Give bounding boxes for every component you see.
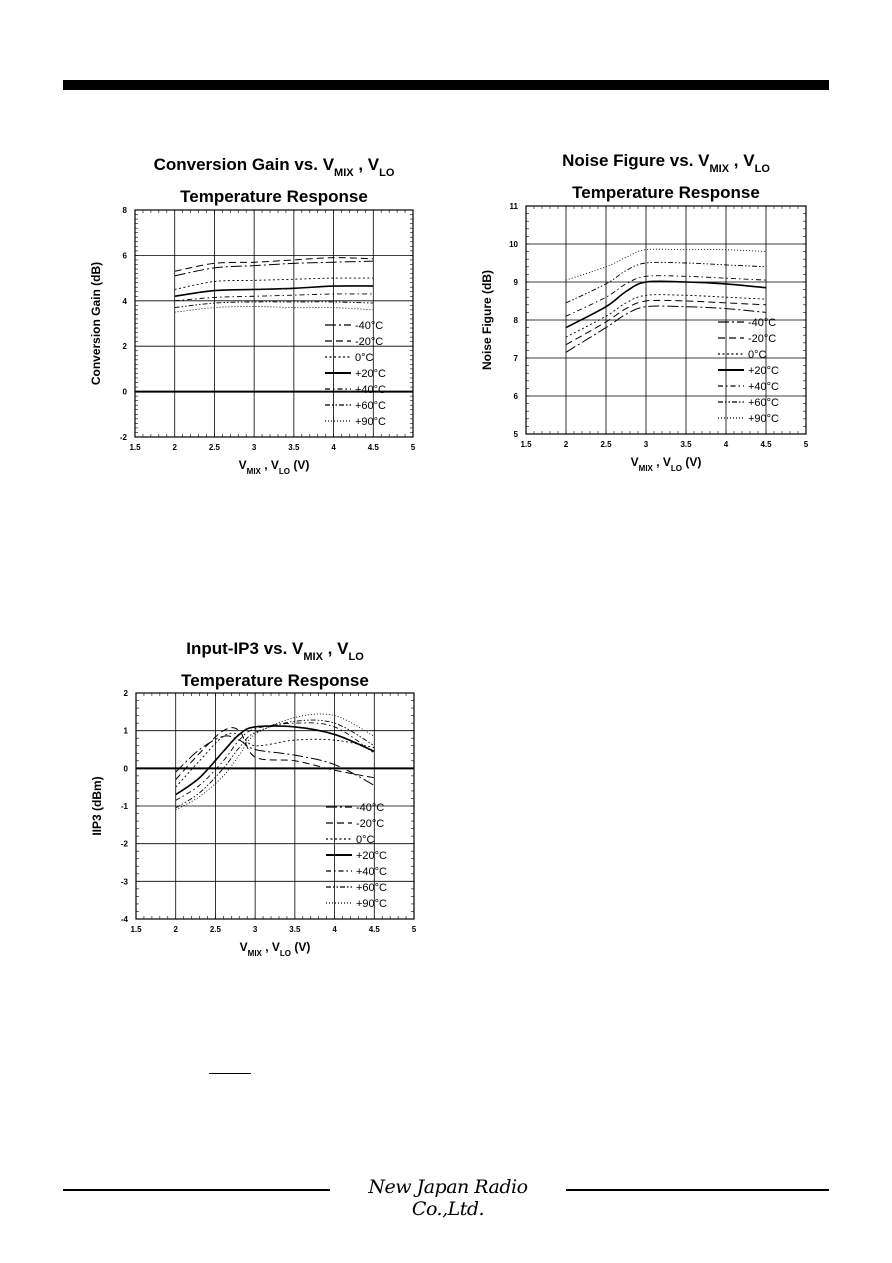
input-ip3-chart [60, 624, 460, 964]
x-axis-label: $V_{MIX}$ , $V_{LO}$ (V) [239, 940, 311, 958]
x-tick-label: 1.5 [130, 925, 142, 934]
x-tick-label: 4.5 [367, 443, 379, 452]
legend-label-6: +90°C [356, 898, 388, 910]
legend-label-2: 0°C [748, 349, 767, 361]
chart-title-mid: , V [353, 155, 380, 174]
chart-title-sub: MIX [334, 167, 354, 179]
x-tick-label: 1.5 [129, 443, 141, 452]
series-line-2 [175, 278, 374, 289]
series-line-3 [566, 281, 766, 327]
x-tick-label: 4 [332, 925, 337, 934]
series-line-5 [176, 720, 375, 808]
y-tick-label: 11 [509, 202, 518, 211]
y-axis-label: IIP3 (dBm) [90, 776, 104, 836]
x-tick-label: 5 [411, 925, 417, 934]
chart-title-mid: , V [729, 151, 755, 170]
y-tick-label: -4 [120, 915, 128, 924]
legend-label-2: 0°C [355, 352, 374, 364]
chart-title-sub: MIX [303, 651, 323, 663]
series-line-6 [175, 306, 374, 312]
chart-title-main: Conversion Gain vs. V [153, 155, 335, 174]
legend-label-4: +40°C [355, 384, 387, 396]
x-tick-label: 3.5 [288, 443, 300, 452]
x-tick-label: 2.5 [209, 925, 221, 934]
legend-label-2: 0°C [356, 834, 375, 846]
legend-label-4: +40°C [748, 381, 780, 393]
legend-label-0: -40°C [748, 317, 777, 329]
series-line-0 [175, 261, 374, 276]
series-line-2 [566, 295, 766, 337]
header-rule [63, 80, 829, 90]
chart-svg [455, 136, 855, 476]
y-tick-label: -2 [120, 839, 128, 849]
y-tick-label: 9 [513, 278, 518, 287]
chart-title-sub: LO [754, 163, 770, 175]
y-tick-label: 6 [513, 392, 518, 401]
series-line-4 [175, 294, 374, 301]
y-tick-label: 4 [122, 296, 127, 306]
x-axis-label: $V_{MIX}$ , $V_{LO}$ (V) [630, 455, 702, 473]
y-tick-label: 0 [122, 387, 127, 397]
legend-label-6: +90°C [748, 413, 780, 425]
chart-svg [60, 140, 460, 476]
y-tick-label: 8 [122, 206, 127, 215]
y-tick-label: 8 [513, 316, 518, 325]
legend-label-0: -40°C [355, 320, 384, 332]
series-line-5 [566, 262, 766, 303]
chart-title-main: Input-IP3 vs. V [186, 639, 304, 658]
series-line-6 [566, 249, 766, 280]
y-tick-label: 1 [123, 726, 128, 736]
legend-label-1: -20°C [748, 333, 777, 345]
x-tick-label: 4.5 [368, 925, 380, 934]
y-tick-label: -3 [120, 877, 128, 887]
chart-title [186, 639, 364, 663]
legend-label-1: -20°C [356, 818, 385, 830]
chart-title-sub: MIX [709, 163, 730, 175]
y-tick-label: -2 [119, 433, 127, 442]
x-tick-label: 2.5 [600, 440, 612, 449]
legend-label-6: +90°C [355, 416, 387, 428]
legend-label-3: +20°C [748, 365, 780, 377]
legend-label-4: +40°C [356, 866, 388, 878]
chart-subtitle: Temperature Response [181, 671, 369, 690]
y-tick-label: 7 [513, 354, 518, 363]
series-line-3 [175, 286, 374, 296]
footer-rule-right [566, 1189, 829, 1191]
conversion-gain-chart [60, 140, 460, 476]
x-tick-label: 4 [723, 440, 729, 449]
legend-label-5: +60°C [748, 397, 780, 409]
x-tick-label: 1.5 [520, 440, 532, 449]
x-tick-label: 2 [172, 443, 177, 452]
x-tick-label: 3.5 [680, 440, 692, 449]
company-logo: New Japan Radio Co.,Ltd. [368, 1176, 528, 1220]
x-tick-label: 3.5 [289, 925, 301, 934]
x-tick-label: 4 [331, 443, 336, 452]
chart-title-sub: LO [379, 167, 395, 179]
y-tick-label: -1 [120, 802, 128, 811]
x-tick-label: 2.5 [208, 443, 220, 452]
y-tick-label: 10 [509, 240, 518, 249]
legend-label-1: -20°C [355, 336, 384, 348]
noise-figure-chart [455, 136, 855, 476]
chart-title-main: Noise Figure vs. V [562, 151, 710, 170]
chart-title [562, 151, 770, 175]
series-line-6 [176, 714, 375, 810]
series-line-4 [176, 723, 375, 800]
y-tick-label: 6 [122, 251, 127, 261]
y-axis-label: Noise Figure (dB) [480, 269, 494, 371]
chart-title-mid: , V [322, 639, 349, 658]
legend-label-0: -40°C [356, 802, 385, 814]
x-tick-label: 4.5 [760, 440, 772, 449]
x-axis-label: $V_{MIX}$ , $V_{LO}$ (V) [238, 458, 310, 476]
y-tick-label: 2 [123, 689, 128, 698]
footer-rule-left [63, 1189, 330, 1191]
y-axis-label: Conversion Gain (dB) [89, 261, 103, 386]
y-tick-label: 0 [123, 764, 128, 774]
chart-subtitle: Temperature Response [180, 187, 368, 206]
x-tick-label: 3 [252, 925, 258, 934]
short-rule [209, 1073, 251, 1074]
chart-subtitle: Temperature Response [572, 183, 760, 202]
y-tick-label: 5 [513, 430, 518, 439]
x-tick-label: 5 [410, 443, 416, 452]
legend-label-3: +20°C [356, 850, 388, 862]
x-tick-label: 3 [251, 443, 257, 452]
legend-label-3: +20°C [355, 368, 387, 380]
y-tick-label: 2 [122, 342, 127, 352]
x-tick-label: 2 [563, 440, 569, 449]
legend-label-5: +60°C [356, 882, 388, 894]
chart-svg [60, 624, 460, 964]
x-tick-label: 3 [643, 440, 649, 449]
chart-title [154, 155, 395, 179]
x-tick-label: 2 [173, 925, 178, 934]
x-tick-label: 5 [803, 440, 809, 449]
chart-title-sub: LO [348, 651, 364, 663]
legend-label-5: +60°C [355, 400, 387, 412]
